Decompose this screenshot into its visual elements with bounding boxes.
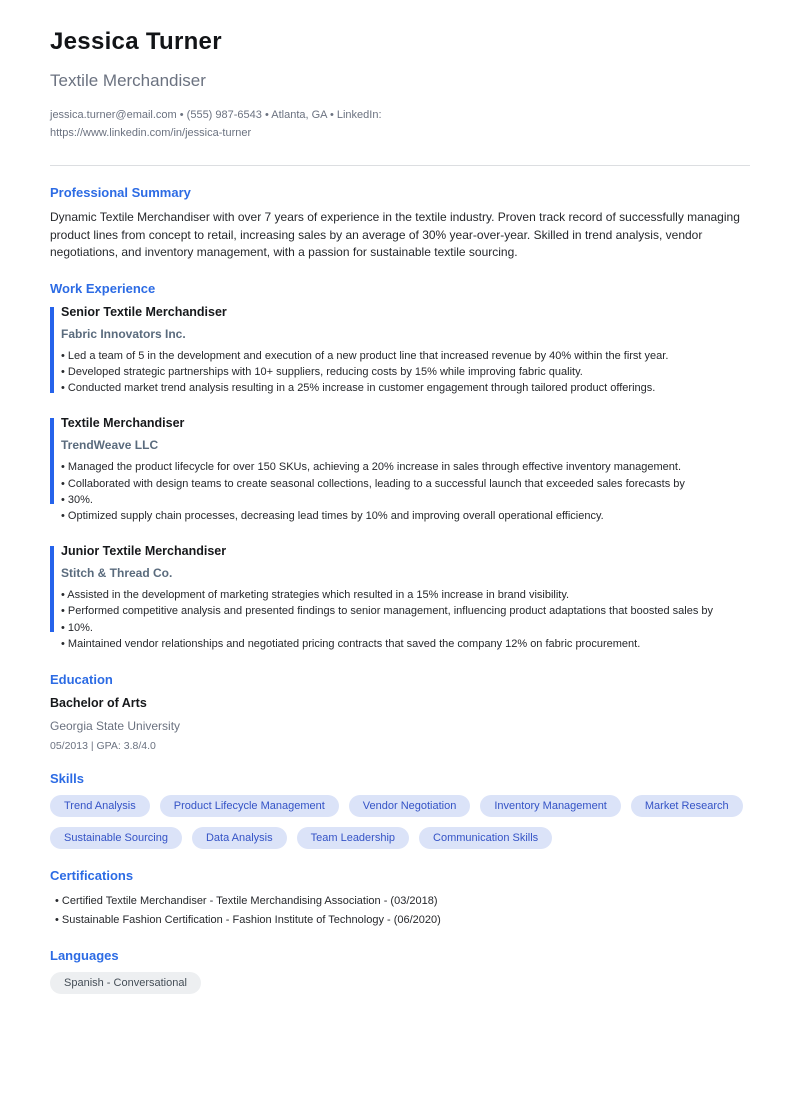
job-entry [50, 544, 750, 652]
contact-line-1: jessica.turner@email.com • (555) 987-6543 • Atlanta, GA • LinkedIn: [50, 109, 382, 121]
certifications-heading: Certifications [50, 868, 134, 884]
section-languages [50, 948, 750, 994]
skills-pill-list [50, 795, 750, 849]
skill-pill: Product Lifecycle Management [160, 795, 339, 817]
job-bullet-list [61, 587, 750, 652]
skills-heading: Skills [50, 771, 84, 787]
skill-pill: Sustainable Sourcing [50, 827, 182, 849]
job-title: Junior Textile Merchandiser [61, 544, 227, 559]
job-bullet: • 10%. [61, 621, 93, 634]
job-accent-bar [50, 307, 54, 393]
work-job-list [50, 305, 750, 652]
job-entry [50, 416, 750, 524]
header-divider [50, 165, 750, 166]
languages-pill-list [50, 972, 750, 994]
job-bullet: • Optimized supply chain processes, decreasing lead times by 10% and improving overall operational efficiency. [61, 510, 604, 522]
summary-heading: Professional Summary [50, 185, 191, 200]
job-company: Stitch & Thread Co. [61, 566, 173, 581]
certification-item: • Certified Textile Merchandiser - Textile Merchandising Association - (03/2018) [55, 895, 438, 908]
job-bullet: • Developed strategic partnerships with 10+ suppliers, reducing costs by 15% while improving fabric quality. [61, 365, 583, 378]
education-degree: Bachelor of Arts [50, 696, 147, 711]
job-bullet-list [61, 348, 750, 397]
job-bullet: • Assisted in the development of marketing strategies which resulted in a 15% increase in brand visibility. [61, 589, 570, 602]
job-company: Fabric Innovators Inc. [61, 326, 186, 341]
job-accent-bar [50, 546, 54, 632]
contact-line-2: https://www.linkedin.com/in/jessica-turner [50, 127, 252, 139]
section-work-experience [50, 281, 750, 652]
candidate-title: Textile Merchandiser [50, 71, 206, 90]
section-certifications [50, 868, 750, 929]
job-title: Textile Merchandiser [61, 416, 185, 431]
skill-pill: Communication Skills [419, 827, 552, 849]
education-school: Georgia State University [50, 719, 181, 734]
job-bullet: • Collaborated with design teams to create seasonal collections, leading to a successful launch that exceeded sales forecasts by [61, 477, 685, 490]
skill-pill: Team Leadership [297, 827, 409, 849]
job-entry [50, 305, 750, 397]
skill-pill: Market Research [631, 795, 743, 817]
certification-list [50, 892, 750, 929]
languages-heading: Languages [50, 948, 119, 964]
resume-header [50, 28, 750, 142]
skill-pill: Inventory Management [480, 795, 621, 817]
section-education [50, 672, 750, 752]
job-bullet: • 30%. [61, 493, 93, 506]
candidate-name: Jessica Turner [50, 28, 222, 55]
skill-pill: Trend Analysis [50, 795, 150, 817]
job-bullet: • Conducted market trend analysis resulting in a 25% increase in customer engagement through tailored product offerings. [61, 382, 656, 395]
job-bullet: • Maintained vendor relationships and negotiated pricing contracts that saved the company 12% on fabric procurement. [61, 637, 641, 650]
summary-text: Dynamic Textile Merchandiser with over 7 years of experience in the textile industry. Proven track record of successfully managing product lines from concept to retail, increasing sales by an average of 30% year-over-year. Skilled in trend analysis, vendor negotiations, and inventory management, with a passion for sustainable textile sourcing. [50, 210, 740, 260]
job-bullet: • Led a team of 5 in the development and execution of a new product line that increased revenue by 40% within the first year. [61, 349, 669, 362]
work-experience-heading: Work Experience [50, 280, 156, 296]
job-bullet: • Managed the product lifecycle for over 150 SKUs, achieving a 20% increase in sales through effective inventory management. [61, 461, 681, 474]
job-bullet-list [61, 459, 750, 524]
education-heading: Education [50, 672, 113, 688]
section-professional-summary [50, 185, 750, 262]
job-company: TrendWeave LLC [61, 438, 159, 453]
certification-item: • Sustainable Fashion Certification - Fashion Institute of Technology - (06/2020) [55, 913, 441, 926]
job-title: Senior Textile Merchandiser [61, 304, 227, 319]
skill-pill: Vendor Negotiation [349, 795, 471, 817]
skill-pill: Data Analysis [192, 827, 287, 849]
section-skills [50, 771, 750, 849]
education-details: 05/2013 | GPA: 3.8/4.0 [50, 740, 156, 753]
job-accent-bar [50, 418, 54, 504]
language-pill: Spanish - Conversational [50, 972, 201, 994]
job-bullet: • Performed competitive analysis and presented findings to senior management, influencing product adaptations that boosted sales by [61, 605, 714, 618]
